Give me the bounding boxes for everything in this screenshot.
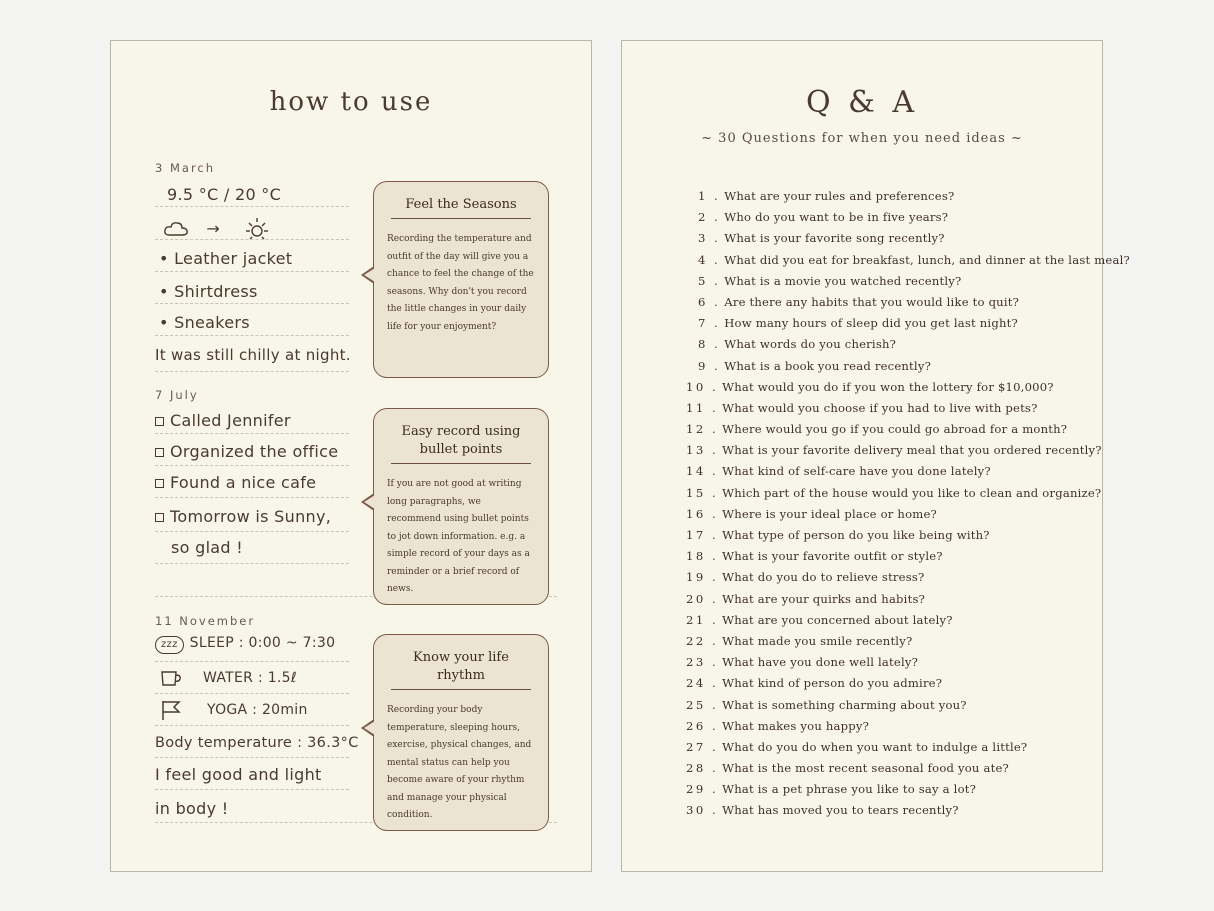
yoga-line	[159, 699, 308, 721]
question-number: 19 .	[686, 570, 719, 585]
ruled-line	[155, 271, 349, 272]
question-text: What words do you cherish?	[724, 337, 897, 352]
question-text: What are you concerned about lately?	[722, 612, 953, 627]
question-number: 14 .	[686, 464, 719, 479]
question-number: 5 .	[698, 273, 721, 288]
question-number: 21 .	[686, 612, 719, 627]
entry-date: 11 November	[155, 614, 256, 628]
question-text: Are there any habits that you would like to quit?	[724, 294, 1020, 309]
handwritten-line: so glad !	[171, 538, 243, 557]
ruled-line	[155, 497, 349, 498]
question-number: 6 .	[698, 294, 721, 309]
tip-bubble-rhythm	[373, 634, 549, 831]
question-text: What has moved you to tears recently?	[722, 803, 959, 818]
question-number: 12 .	[686, 422, 719, 437]
checklist-item	[155, 411, 291, 430]
question-text: Which part of the house would you like to clean and organize?	[722, 485, 1102, 500]
question-item	[686, 461, 1082, 482]
arrow-text: →	[206, 218, 221, 238]
question-text: What is your favorite delivery meal that you ordered recently?	[722, 443, 1102, 458]
page-subtitle: ~ 30 Questions for when you need ideas ~	[701, 131, 1023, 146]
question-number: 18 .	[686, 549, 719, 564]
question-item	[686, 525, 1082, 546]
handwritten-line: SLEEP : 0:00 ~ 7:30	[189, 635, 336, 651]
ruled-line	[155, 661, 349, 662]
question-number: 8 .	[698, 337, 721, 352]
question-item	[686, 313, 1082, 334]
question-item	[686, 398, 1082, 419]
question-item	[686, 631, 1082, 652]
question-text: What would you do if you won the lottery for $10,000?	[722, 379, 1054, 394]
handwritten-line: • Sneakers	[159, 313, 250, 332]
handwritten-line: • Leather jacket	[159, 249, 293, 268]
page-title: how to use	[269, 87, 433, 117]
question-item	[686, 334, 1082, 355]
bubble-title: Know your life rhythm	[391, 649, 531, 690]
ruled-line	[155, 693, 349, 694]
question-number: 26 .	[686, 718, 719, 733]
flag-icon	[159, 699, 183, 721]
handwritten-line: • Shirtdress	[159, 282, 258, 301]
question-number: 3 .	[698, 231, 721, 246]
question-number: 24 .	[686, 676, 719, 691]
question-text: What is your favorite song recently?	[724, 231, 945, 246]
question-text: What are your quirks and habits?	[722, 591, 926, 606]
question-item	[686, 207, 1082, 228]
question-text: Who do you want to be in five years?	[724, 210, 949, 225]
question-item	[686, 186, 1082, 207]
question-text: What is a pet phrase you like to say a lot?	[722, 782, 977, 797]
question-text: What kind of self-care have you done lately?	[722, 464, 991, 479]
question-item	[686, 440, 1102, 461]
question-item	[686, 716, 1082, 737]
question-number: 23 .	[686, 655, 719, 670]
question-number: 4 .	[698, 252, 721, 267]
ruled-line	[155, 335, 349, 336]
handwritten-line: It was still chilly at night.	[155, 346, 351, 364]
question-text: What do you do to relieve stress?	[722, 570, 925, 585]
question-text: What is a book you read recently?	[724, 358, 931, 373]
handwritten-line: Body temperature : 36.3°C	[155, 735, 359, 751]
question-item	[686, 800, 1082, 821]
question-item	[686, 546, 1082, 567]
cloud-icon	[163, 219, 191, 239]
checklist-text: Found a nice cafe	[170, 473, 317, 492]
question-text: What is something charming about you?	[722, 697, 967, 712]
question-number: 7 .	[698, 316, 721, 331]
cup-icon	[159, 669, 183, 687]
question-text: What is the most recent seasonal food you ate?	[722, 761, 1009, 776]
water-line	[159, 669, 297, 687]
bubble-text: If you are not good at writing long paragraphs, we recommend using bullet points to jot down information. e.g. a simple record of your days as a reminder or a brief record of news.	[387, 479, 530, 594]
question-item	[686, 589, 1082, 610]
checklist-text: Tomorrow is Sunny,	[170, 507, 332, 526]
sleep-bubble-icon: zzz	[155, 636, 184, 654]
question-item	[686, 758, 1082, 779]
entry-date: 3 March	[155, 161, 216, 175]
question-item	[686, 737, 1082, 758]
ruled-line	[155, 465, 349, 466]
checkbox-icon	[155, 513, 164, 522]
ruled-line	[155, 757, 349, 758]
question-text: What would you choose if you had to live with pets?	[722, 400, 1038, 415]
ruled-line	[155, 531, 349, 532]
tip-bubble-seasons	[373, 181, 549, 378]
ruled-line	[155, 563, 349, 564]
page-title: Q & A	[805, 85, 919, 120]
question-item	[686, 779, 1082, 800]
question-item	[686, 271, 1082, 292]
question-item	[686, 228, 1082, 249]
question-item	[686, 419, 1082, 440]
checkbox-icon	[155, 417, 164, 426]
checkbox-icon	[155, 479, 164, 488]
question-item	[686, 292, 1082, 313]
question-number: 15 .	[686, 485, 719, 500]
question-item	[686, 356, 1082, 377]
question-number: 10 .	[686, 379, 719, 394]
question-item	[686, 504, 1082, 525]
question-text: What type of person do you like being with?	[722, 528, 990, 542]
checklist-text: Called Jennifer	[170, 411, 291, 430]
question-list	[686, 186, 1130, 822]
question-number: 9 .	[698, 358, 721, 373]
bubble-title: Feel the Seasons	[391, 196, 531, 219]
question-item	[686, 483, 1102, 504]
question-item	[686, 250, 1130, 271]
ruled-line	[155, 239, 349, 240]
checklist-text: Organized the office	[170, 442, 339, 461]
question-text: What are your rules and preferences?	[724, 189, 955, 203]
tip-bubble-bullets	[373, 408, 549, 605]
ruled-line	[155, 371, 349, 372]
question-text: What makes you happy?	[722, 718, 870, 733]
checklist-item	[155, 442, 338, 461]
question-number: 29 .	[686, 782, 719, 797]
checkbox-icon	[155, 448, 164, 457]
question-number: 17 .	[686, 528, 719, 542]
question-number: 11 .	[686, 400, 719, 415]
question-item	[686, 695, 1082, 716]
question-text: What did you eat for breakfast, lunch, and dinner at the last meal?	[724, 252, 1130, 267]
ruled-line	[155, 789, 349, 790]
question-text: Where is your ideal place or home?	[722, 506, 937, 521]
question-number: 27 .	[686, 739, 719, 754]
question-text: What have you done well lately?	[722, 655, 919, 670]
sleep-line	[155, 635, 335, 654]
question-item	[686, 377, 1082, 398]
question-number: 1 .	[698, 189, 721, 203]
question-item	[686, 567, 1082, 588]
question-text: Where would you go if you could go abroad for a month?	[722, 422, 1068, 437]
question-number: 28 .	[686, 761, 719, 776]
checklist-item	[155, 473, 316, 492]
entry-date: 7 July	[155, 388, 199, 402]
question-text: What is your favorite outfit or style?	[722, 549, 943, 564]
bubble-text: Recording your body temperature, sleeping hours, exercise, physical changes, and mental status can help you become aware of your rhythm and manage your physical condition.	[387, 705, 532, 820]
question-item	[686, 652, 1082, 673]
question-text: What is a movie you watched recently?	[724, 273, 962, 288]
question-text: How many hours of sleep did you get last night?	[724, 316, 1018, 331]
question-item	[686, 610, 1082, 631]
handwritten-line: in body !	[155, 799, 229, 818]
question-number: 20 .	[686, 591, 719, 606]
question-text: What kind of person do you admire?	[722, 676, 943, 691]
handwritten-line: I feel good and light	[155, 765, 322, 784]
bubble-text: Recording the temperature and outfit of the day will give you a chance to feel the change of the seasons. Why don't you record the little changes in your daily life for your enjoyment?	[387, 234, 534, 332]
ruled-line	[155, 303, 349, 304]
handwritten-line: WATER : 1.5ℓ	[203, 670, 297, 686]
checklist-item	[155, 507, 331, 526]
handwritten-line: 9.5 °C / 20 °C	[167, 185, 282, 204]
question-number: 30 .	[686, 803, 719, 818]
qa-page	[621, 40, 1130, 872]
ruled-line	[155, 206, 349, 207]
question-text: What do you do when you want to indulge a little?	[722, 739, 1028, 754]
ruled-line	[155, 433, 349, 434]
question-text: What made you smile recently?	[722, 633, 913, 648]
question-number: 13 .	[686, 443, 719, 458]
how-to-use-page	[110, 40, 592, 872]
question-number: 25 .	[686, 697, 719, 712]
ruled-line	[155, 725, 349, 726]
question-item	[686, 673, 1082, 694]
handwritten-line: YOGA : 20min	[207, 702, 308, 718]
question-number: 2 .	[698, 210, 721, 225]
question-number: 22 .	[686, 633, 719, 648]
bubble-title: Easy record using bullet points	[391, 423, 531, 464]
question-number: 16 .	[686, 506, 719, 521]
